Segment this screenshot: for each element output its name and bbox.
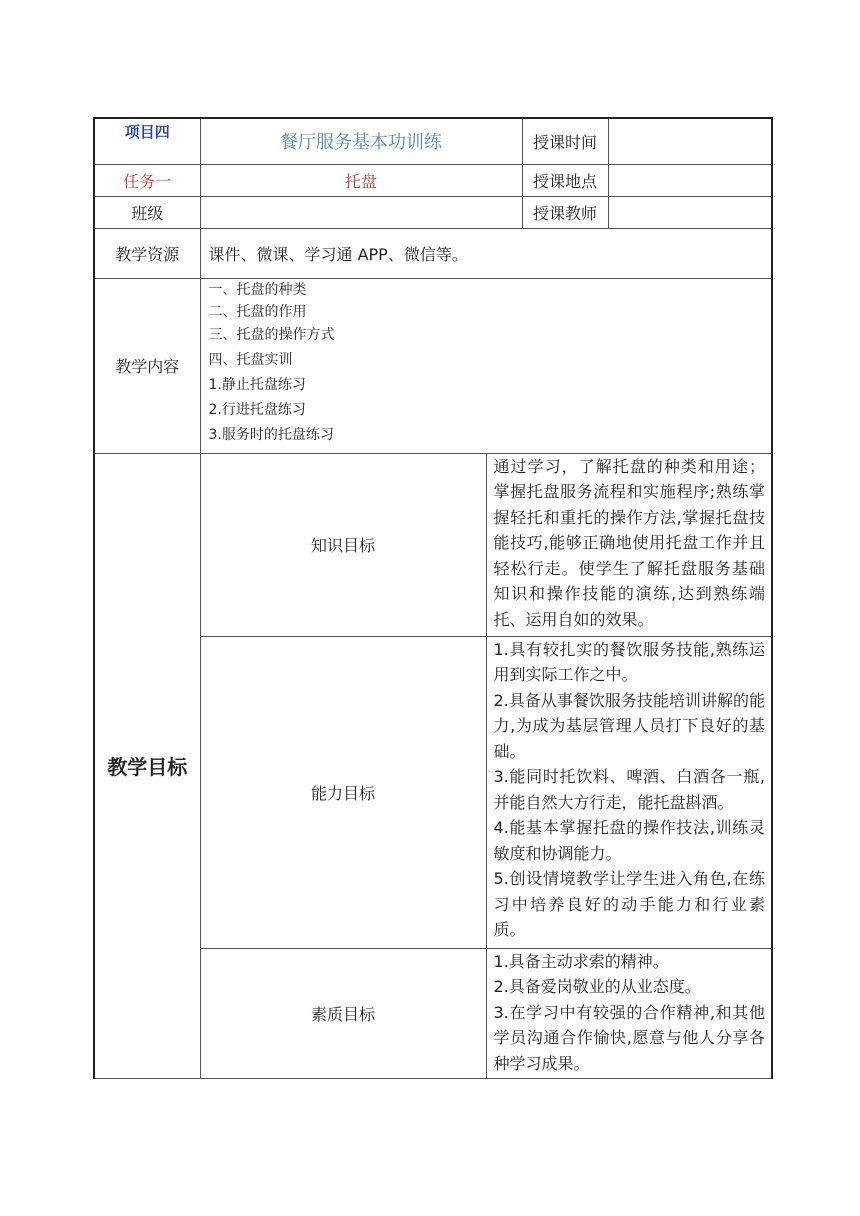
lesson-plan-table <box>93 117 773 1079</box>
knowledge-goal-text <box>486 453 772 636</box>
knowledge-goal-paragraph: 通过学习，了解托盘的种类和用途；掌握托盘服务流程和实施程序;熟练掌握轻托和重托的操作方法,掌握托盘技能技巧,能够正确地使用托盘工作并且轻松行走。使学生了解托盘服务基础知识和操作技能的演练,达到熟练端托、运用自如的效果。 <box>493 456 765 629</box>
ability-goal-item: 1.具有较扎实的餐饮服务技能,熟练运用到实际工作之中。 <box>493 639 765 684</box>
project-label: 项目四 <box>94 118 200 164</box>
class-row <box>94 196 772 228</box>
quality-goal-item: 1.具备主动求索的精神。 <box>493 951 669 971</box>
course-title: 餐厅服务基本功训练 <box>200 118 522 164</box>
resources-value: 课件、微课、学习通 APP、微信等。 <box>200 228 772 278</box>
ability-goal-item: 3.能同时托饮料、啤酒、白酒各一瓶,并能自然大方行走，能托盘斟酒。 <box>493 767 765 812</box>
resources-label: 教学资源 <box>94 228 200 278</box>
ability-goal-item: 5.创设情境教学让学生进入角色,在练习中培养良好的动手能力和行业素质。 <box>493 869 765 939</box>
content-row <box>94 278 772 453</box>
place-label: 授课地点 <box>522 164 608 196</box>
quality-goal-list <box>486 948 772 1078</box>
project-row <box>94 118 772 164</box>
quality-goal-item: 3.在学习中有较强的合作精神,和其他学员沟通合作愉快,愿意与他人分享各种学习成果。 <box>493 1002 765 1073</box>
content-item: 1.静止托盘练习 <box>208 376 306 393</box>
content-label: 教学内容 <box>94 278 200 453</box>
time-label: 授课时间 <box>522 118 608 164</box>
ability-goal-item: 2.具备从事餐饮服务技能培训讲解的能力,为成为基层管理人员打下良好的基础。 <box>493 690 765 761</box>
task-title: 托盘 <box>200 164 522 196</box>
class-value <box>200 196 522 228</box>
task-label: 任务一 <box>94 164 200 196</box>
time-value <box>608 118 772 164</box>
knowledge-goal-row <box>94 453 772 636</box>
content-item: 四、托盘实训 <box>208 351 293 368</box>
quality-goal-item: 2.具备爱岗敬业的从业态度。 <box>493 977 701 996</box>
goals-label: 教学目标 <box>94 453 200 1078</box>
content-item: 2.行进托盘练习 <box>208 401 306 418</box>
teacher-value <box>608 196 772 228</box>
content-item: 一、托盘的种类 <box>208 281 307 298</box>
quality-goal-label: 素质目标 <box>200 948 486 1078</box>
class-label: 班级 <box>94 196 200 228</box>
place-value <box>608 164 772 196</box>
ability-goal-label: 能力目标 <box>200 636 486 948</box>
task-row <box>94 164 772 196</box>
content-item: 二、托盘的作用 <box>208 303 307 320</box>
content-item: 三、托盘的操作方式 <box>208 326 335 343</box>
knowledge-goal-label: 知识目标 <box>200 453 486 636</box>
content-item: 3.服务时的托盘练习 <box>208 426 334 443</box>
ability-goal-item: 4.能基本掌握托盘的操作技法,训练灵敏度和协调能力。 <box>493 818 765 863</box>
content-list <box>200 278 772 453</box>
ability-goal-list <box>486 636 772 948</box>
teacher-label: 授课教师 <box>522 196 608 228</box>
resources-row <box>94 228 772 278</box>
